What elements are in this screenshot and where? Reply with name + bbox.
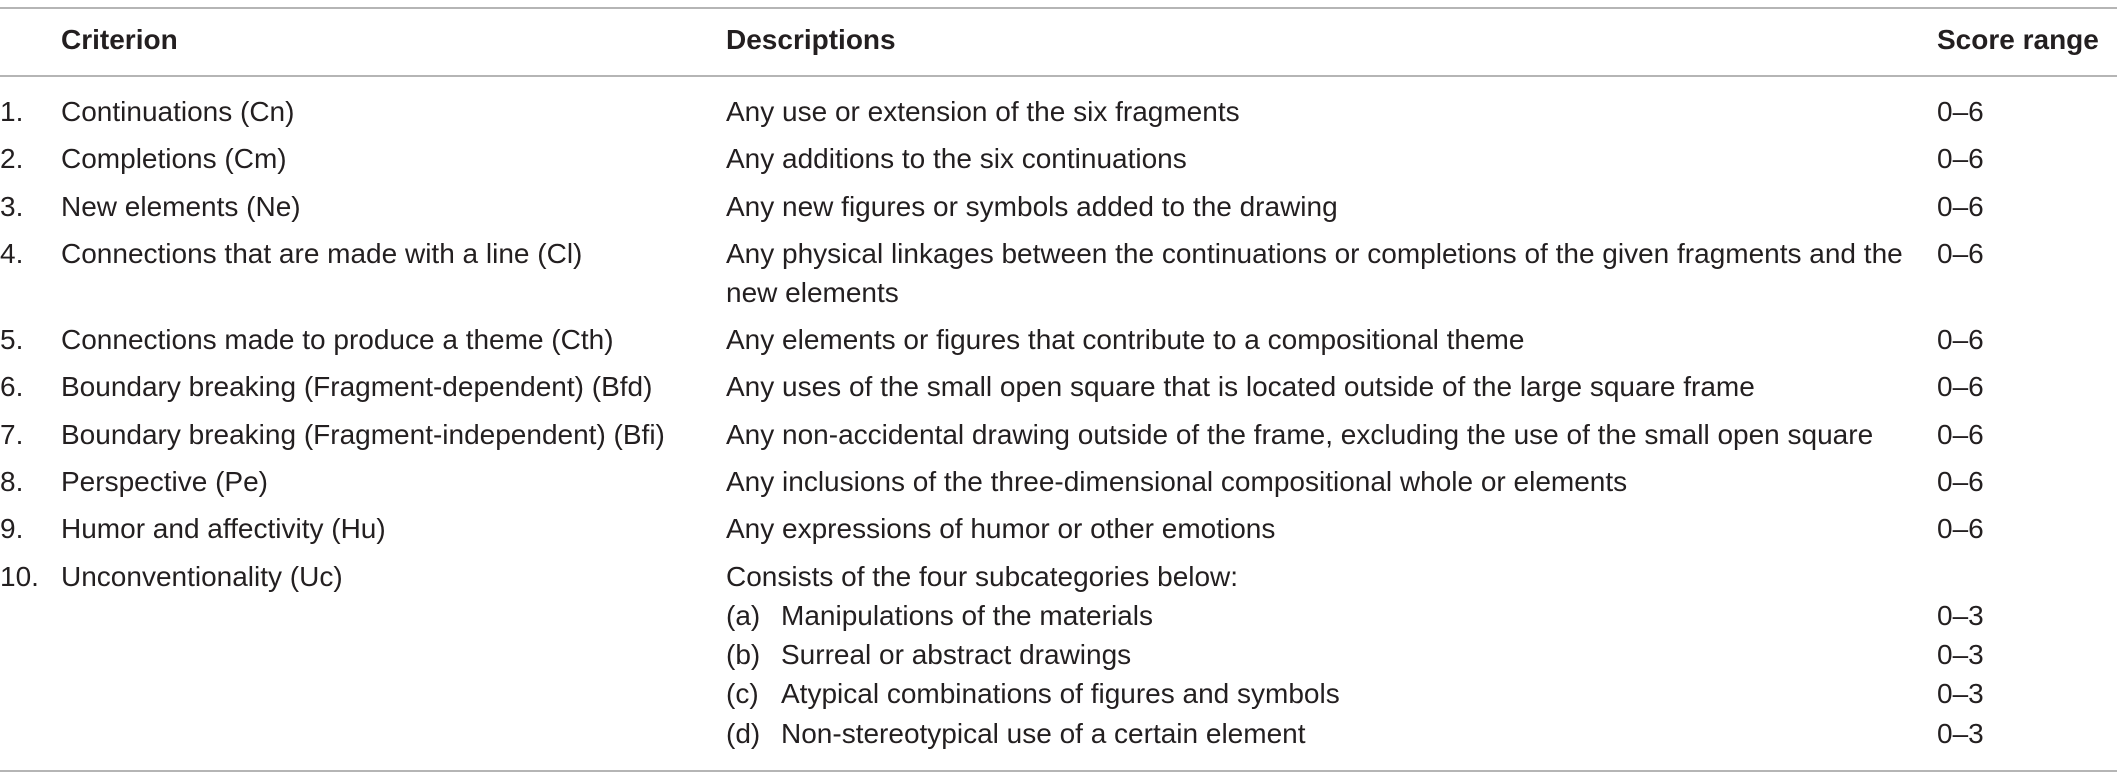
row-criterion: Connections that are made with a line (Cl) (61, 238, 583, 269)
row-criterion: Boundary breaking (Fragment-dependent) (Bfd) (61, 371, 653, 402)
row-number: 4. (0, 238, 24, 269)
row-description: Any elements or figures that contribute to a compositional theme (726, 324, 1525, 355)
row-score: 0–6 (1937, 324, 1984, 355)
row-criterion: Continuations (Cn) (61, 96, 295, 127)
row-description: Consists of the four subcategories below: (726, 561, 1239, 592)
row-criterion: Unconventionality (Uc) (61, 561, 343, 592)
row-description: Any physical linkages between the continuations or completions of the given fragments and the (726, 238, 1903, 269)
header-score-range: Score range (1937, 24, 2099, 55)
row-criterion: Boundary breaking (Fragment-independent) (Bfi) (61, 419, 665, 450)
row-number: 3. (0, 191, 24, 222)
row-description: Any inclusions of the three-dimensional compositional whole or elements (726, 466, 1628, 497)
row-score: 0–6 (1937, 419, 1984, 450)
subcategory-score: 0–3 (1937, 600, 1984, 631)
row-score: 0–6 (1937, 371, 1984, 402)
row-number: 2. (0, 143, 24, 174)
subcategory-text: Manipulations of the materials (781, 600, 1153, 631)
row-criterion: Perspective (Pe) (61, 466, 268, 497)
subcategory-label: (a) (726, 600, 761, 631)
subcategory-score: 0–3 (1937, 718, 1984, 749)
row-number: 5. (0, 324, 24, 355)
row-number: 6. (0, 371, 24, 402)
row-number: 7. (0, 419, 24, 450)
subcategory-score: 0–3 (1937, 639, 1984, 670)
row-description: Any expressions of humor or other emotions (726, 513, 1276, 544)
subcategory-text: Surreal or abstract drawings (781, 639, 1132, 670)
header-descriptions: Descriptions (726, 24, 896, 55)
row-score: 0–6 (1937, 513, 1984, 544)
row-description-continued: new elements (726, 277, 899, 308)
table-top-rule (0, 7, 2117, 9)
row-score: 0–6 (1937, 96, 1984, 127)
subcategory-label: (b) (726, 639, 761, 670)
subcategory-text: Atypical combinations of figures and symbols (781, 678, 1340, 709)
subcategory-score: 0–3 (1937, 678, 1984, 709)
row-description: Any use or extension of the six fragments (726, 96, 1240, 127)
row-number: 1. (0, 96, 24, 127)
subcategory-label: (c) (726, 678, 759, 709)
header-criterion: Criterion (61, 24, 178, 55)
row-description: Any uses of the small open square that is located outside of the large square frame (726, 371, 1755, 402)
row-number: 8. (0, 466, 24, 497)
subcategory-label: (d) (726, 718, 761, 749)
row-description: Any new figures or symbols added to the drawing (726, 191, 1338, 222)
row-criterion: New elements (Ne) (61, 191, 301, 222)
row-criterion: Humor and affectivity (Hu) (61, 513, 386, 544)
row-description: Any additions to the six continuations (726, 143, 1187, 174)
table-bottom-rule (0, 770, 2117, 772)
row-score: 0–6 (1937, 143, 1984, 174)
subcategory-text: Non-stereotypical use of a certain element (781, 718, 1306, 749)
row-number: 10. (0, 561, 39, 592)
row-score: 0–6 (1937, 238, 1984, 269)
row-number: 9. (0, 513, 24, 544)
table-header-rule (0, 75, 2117, 77)
row-description: Any non-accidental drawing outside of the frame, excluding the use of the small open square (726, 419, 1874, 450)
row-criterion: Completions (Cm) (61, 143, 287, 174)
row-score: 0–6 (1937, 466, 1984, 497)
row-criterion: Connections made to produce a theme (Cth) (61, 324, 614, 355)
row-score: 0–6 (1937, 191, 1984, 222)
